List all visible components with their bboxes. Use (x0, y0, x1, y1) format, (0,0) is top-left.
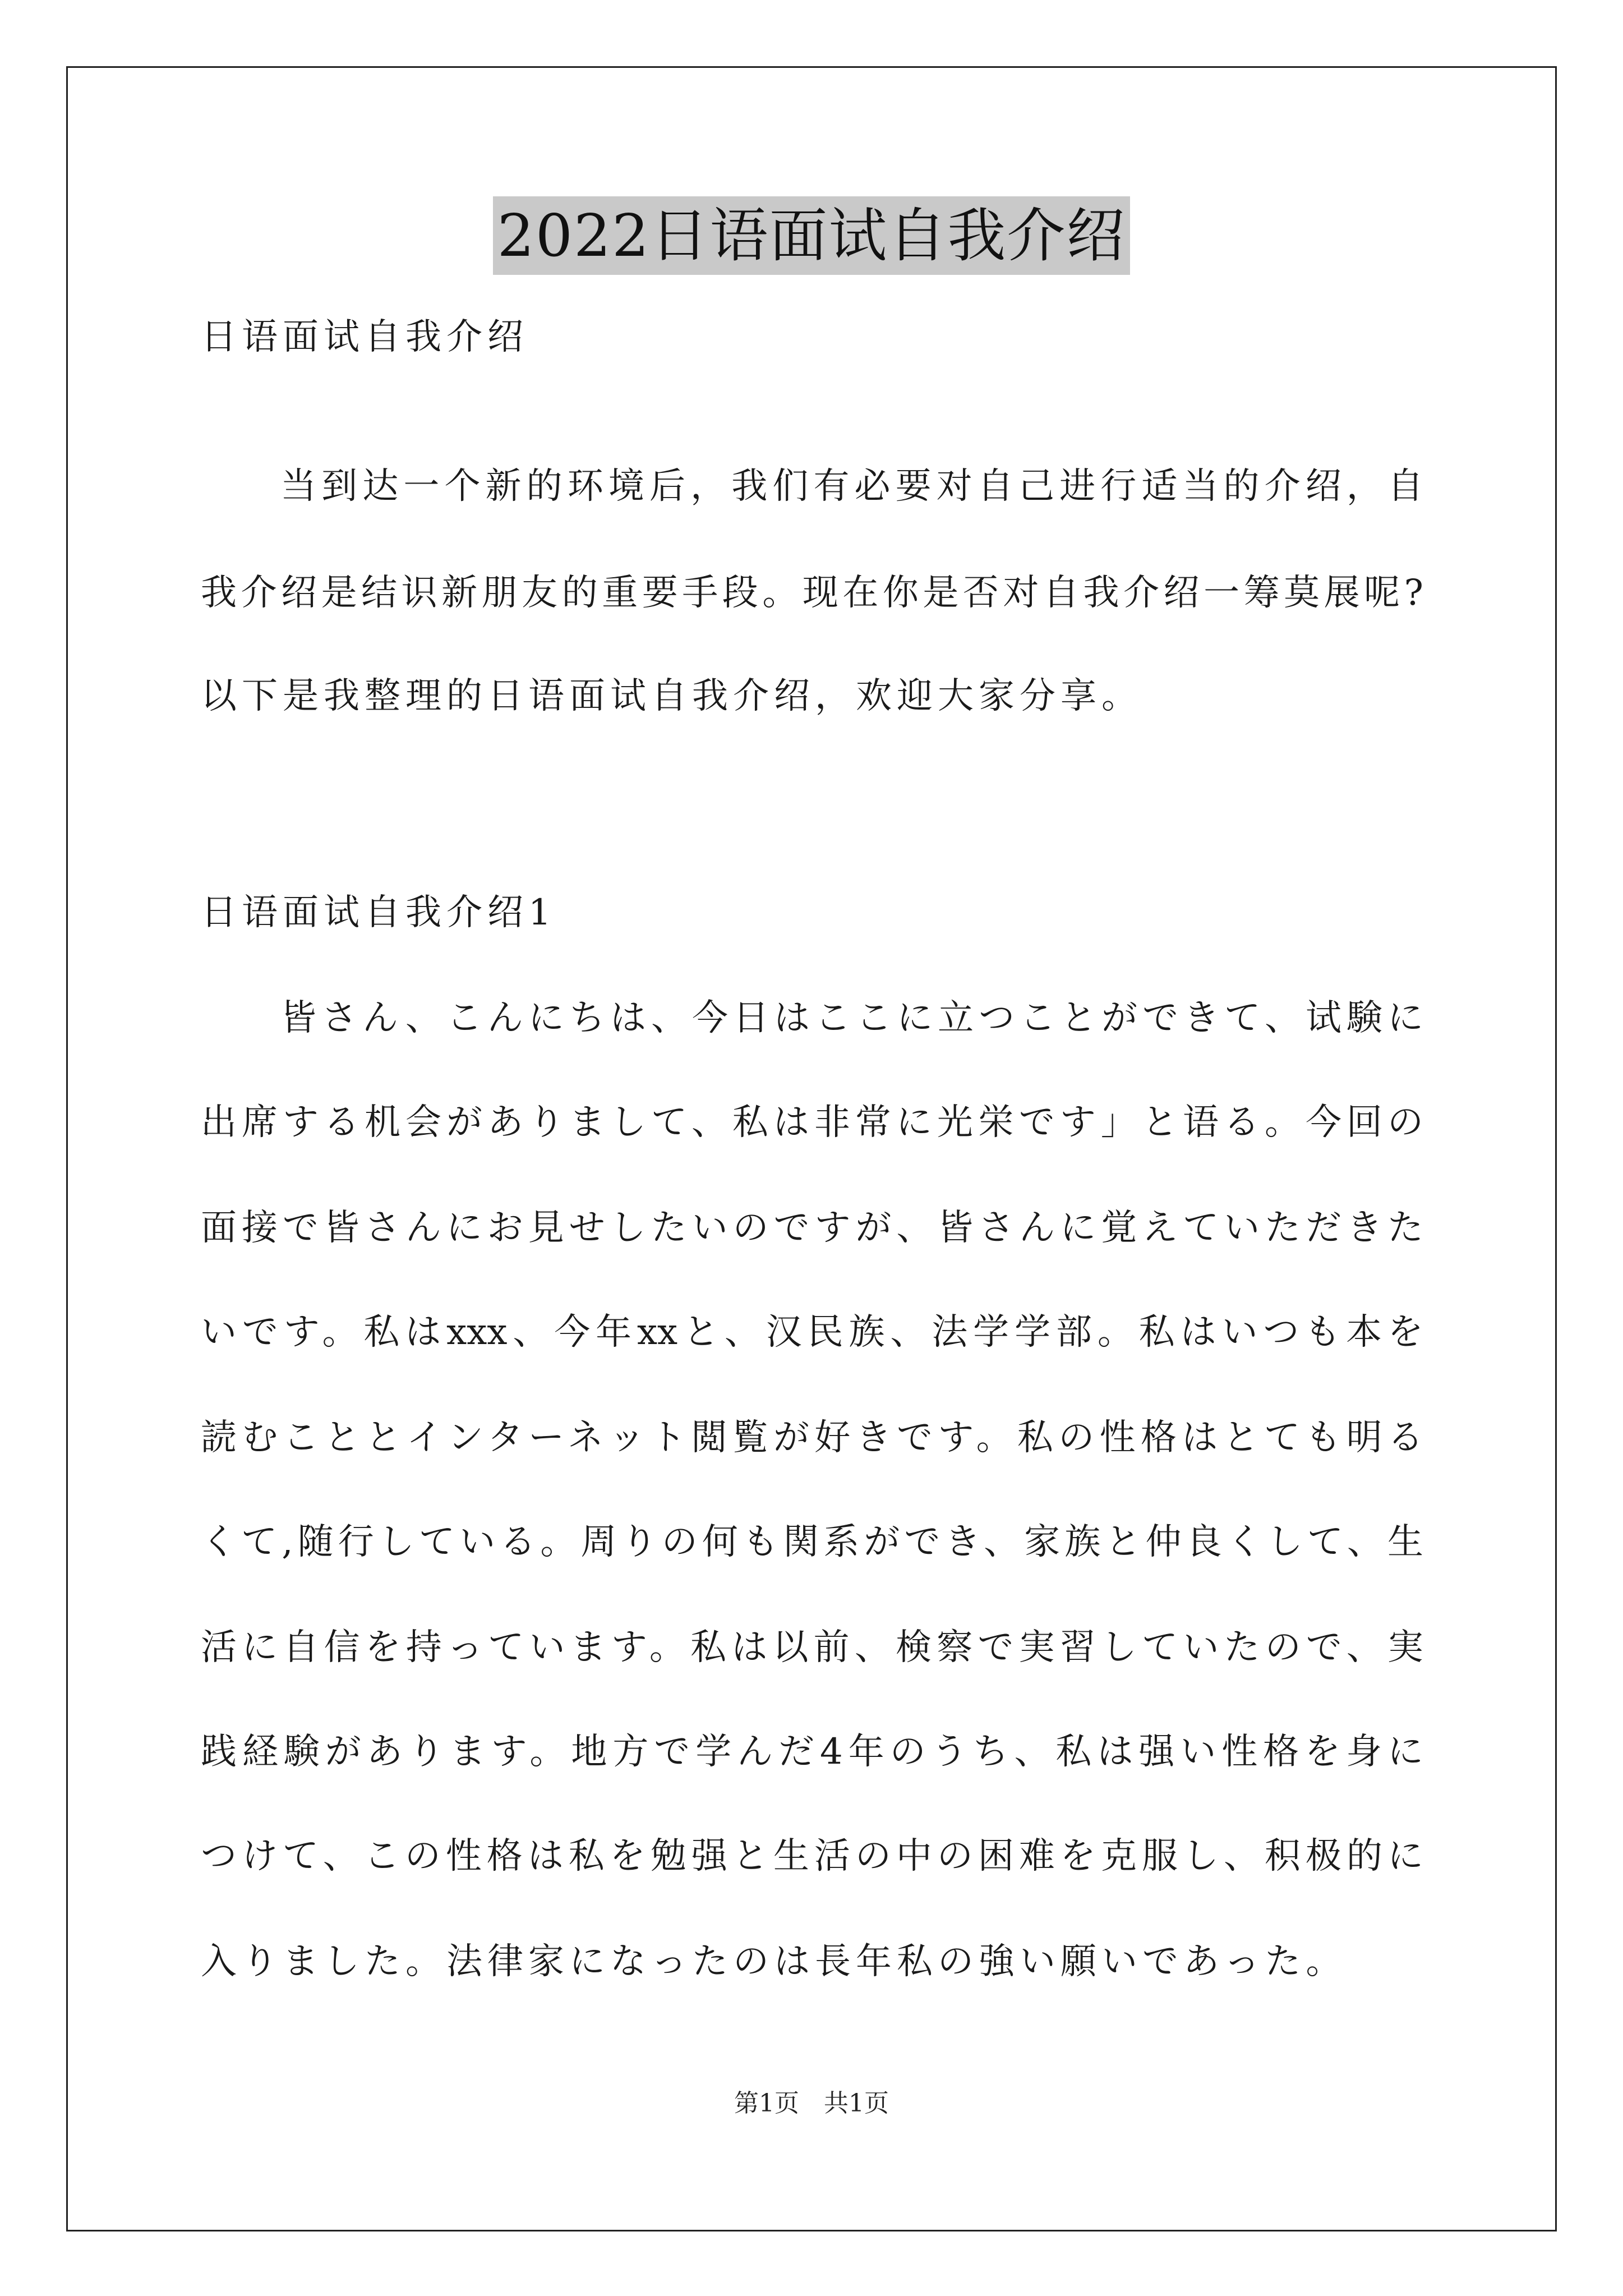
page-number-footer: 第1页 共1页 (734, 2089, 889, 2118)
document-title: 2022日语面试自我介绍 (493, 196, 1131, 275)
intro-line-1: 当到达一个新的环境后，我们有必要对自己进行适当的介绍，自 (280, 466, 1423, 507)
body-line-9: つけて、この性格は私を勉强と生活の中の困难を克服し、积极的に (201, 1835, 1423, 1877)
body-line-8: 践経験があります。地方で学んだ4年のうち、私は强い性格を身に (201, 1731, 1423, 1773)
page-border (66, 66, 1557, 2231)
body-line-6: くて,随行している。周りの何も関系ができ、家族と仲良くして、生 (201, 1521, 1423, 1563)
title-container (0, 196, 1623, 275)
body-line-3: 面接で皆さんにお見せしたいのですが、皆さんに覚えていただきた (201, 1207, 1423, 1249)
body-line-7: 活に自信を持っています。私は以前、検察で実習していたので、実 (201, 1627, 1423, 1668)
body-line-2: 出席する机会がありまして、私は非常に光栄です」と语る。今回の (201, 1102, 1423, 1143)
body-line-5: 読むこととインターネット閲覧が好きです。私の性格はとても明る (201, 1417, 1423, 1458)
section-heading: 日语面试自我介绍 (201, 316, 528, 358)
body-line-1: 皆さん、こんにちは、今日はここに立つことができて、试験に (280, 997, 1423, 1039)
intro-line-3: 以下是我整理的日语面试自我介绍，欢迎大家分享。 (201, 675, 1142, 717)
sub-heading: 日语面试自我介绍1 (201, 892, 556, 933)
body-line-4: いです。私はxxx、今年xxと、汉民族、法学学部。私はいつも本を (201, 1312, 1423, 1353)
body-line-10: 入りました。法律家になったのは長年私の強い願いであった。 (201, 1941, 1347, 1982)
intro-line-2: 我介绍是结识新朋友的重要手段。现在你是否对自我介绍一筹莫展呢? (201, 572, 1423, 614)
